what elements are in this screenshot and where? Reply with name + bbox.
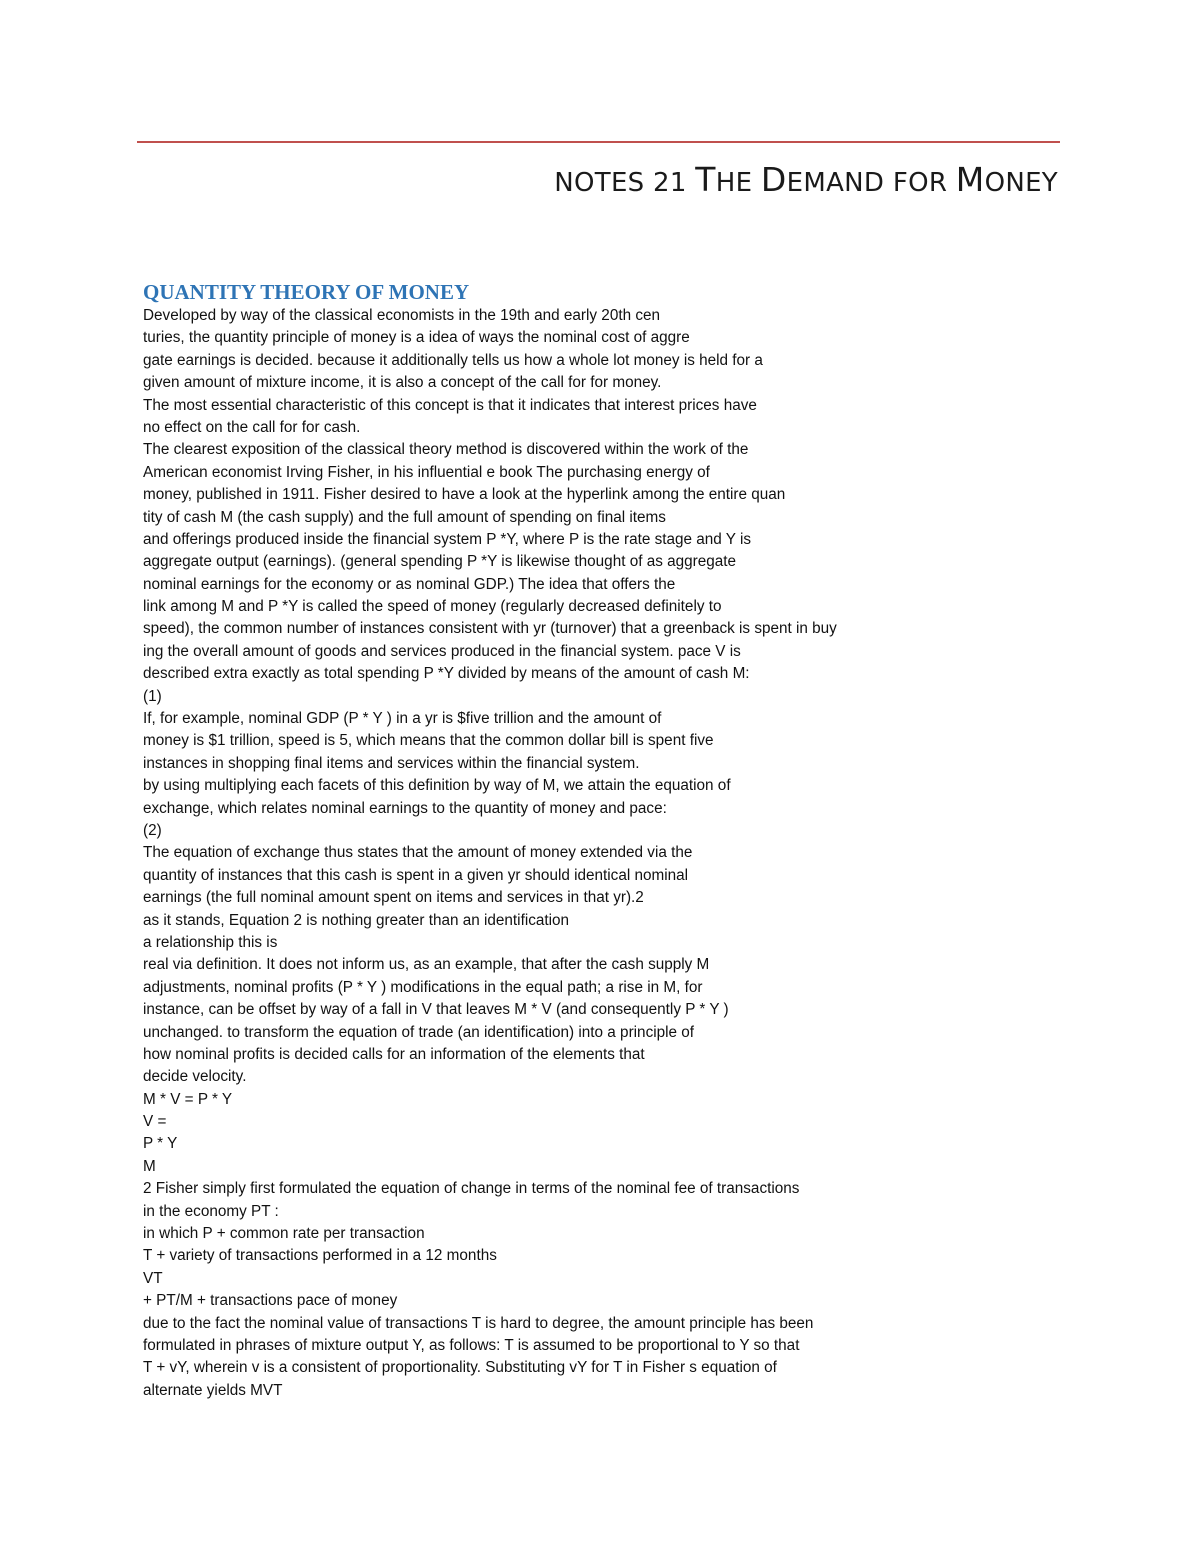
text-line: money, published in 1911. Fisher desired to have a look at the hyperlink among the entire quan (143, 486, 786, 504)
text-line: formulated in phrases of mixture output Y, as follows: T is assumed to be proportional to Y so that (143, 1336, 800, 1354)
text-line: and offerings produced inside the financial system P *Y, where P is the rate stage and Y is (143, 530, 752, 548)
title-part: HE (715, 168, 761, 198)
text-line: (2) (143, 821, 162, 839)
text-line: The equation of exchange thus states that the amount of money extended via the (143, 844, 693, 862)
text-line: alternate yields MVT (143, 1381, 283, 1399)
text-line: gate earnings is decided. because it additionally tells us how a whole lot money is held for a (143, 351, 763, 369)
text-line: 2 Fisher simply first formulated the equation of change in terms of the nominal fee of transactions (143, 1180, 800, 1198)
text-line: P * Y (143, 1135, 178, 1153)
title-part: NOTES 21 (554, 168, 696, 198)
text-line: (1) (143, 687, 162, 705)
text-line: link among M and P *Y is called the speed of money (regularly decreased definitely to (143, 598, 722, 616)
text-line: V = (143, 1113, 167, 1131)
title-part: T (695, 160, 716, 199)
text-line: Developed by way of the classical economists in the 19th and early 20th cen (143, 307, 660, 324)
text-line: VT (143, 1269, 163, 1287)
text-line: a relationship this is (143, 933, 278, 951)
text-line: ing the overall amount of goods and services produced in the financial system. pace V is (143, 642, 741, 660)
text-line: M * V = P * Y (143, 1090, 233, 1108)
text-line: due to the fact the nominal value of transactions T is hard to degree, the amount principle has been (143, 1314, 814, 1332)
text-line: instance, can be offset by way of a fall in V that leaves M * V (and consequently P * Y ) (143, 1001, 729, 1019)
text-line: nominal earnings for the economy or as nominal GDP.) The idea that offers the (143, 575, 676, 593)
title-part: EMAND FOR (786, 168, 956, 198)
text-line: earnings (the full nominal amount spent on items and services in that yr).2 (143, 889, 644, 907)
text-line: in which P + common rate per transaction (143, 1225, 425, 1243)
header-rule (137, 141, 1060, 143)
text-line: decide velocity. (143, 1068, 247, 1086)
text-line: speed), the common number of instances consistent with yr (turnover) that a greenback is spent in buy (143, 620, 837, 638)
text-line: T + vY, wherein v is a consistent of proportionality. Substituting vY for T in Fisher s equation of (143, 1359, 777, 1377)
title-part: D (760, 160, 787, 199)
body-text (143, 305, 1043, 1402)
text-line: unchanged. to transform the equation of trade (an identification) into a principle of (143, 1023, 695, 1041)
text-line: money is $1 trillion, speed is 5, which means that the common dollar bill is spent five (143, 732, 714, 750)
text-line: adjustments, nominal profits (P * Y ) modifications in the equal path; a rise in M, for (143, 978, 703, 996)
text-line: American economist Irving Fisher, in his influential e book The purchasing energy of (143, 463, 710, 481)
text-line: by using multiplying each facets of this definition by way of M, we attain the equation of (143, 777, 731, 795)
text-line: how nominal profits is decided calls for an information of the elements that (143, 1045, 645, 1063)
text-line: given amount of mixture income, it is also a concept of the call for for money. (143, 374, 662, 392)
text-line: described extra exactly as total spending P *Y divided by means of the amount of cash M: (143, 665, 750, 683)
text-line: real via definition. It does not inform us, as an example, that after the cash supply M (143, 956, 710, 974)
title-part: ONEY (984, 168, 1058, 198)
text-line: turies, the quantity principle of money is a idea of ways the nominal cost of aggre (143, 329, 690, 347)
text-line: aggregate output (earnings). (general spending P *Y is likewise thought of as aggregate (143, 553, 737, 571)
text-line: as it stands, Equation 2 is nothing greater than an identification (143, 911, 570, 929)
text-line: If, for example, nominal GDP (P * Y ) in a yr is $five trillion and the amount of (143, 710, 662, 728)
text-line: no effect on the call for for cash. (143, 418, 361, 436)
section-heading: QUANTITY THEORY OF MONEY (143, 280, 470, 304)
text-line: tity of cash M (the cash supply) and the full amount of spending on final items (143, 508, 666, 526)
text-line: The most essential characteristic of this concept is that it indicates that interest prices have (143, 396, 757, 414)
text-line: in the economy PT : (143, 1202, 279, 1220)
text-line: The clearest exposition of the classical theory method is discovered within the work of the (143, 441, 749, 459)
text-line: T + variety of transactions performed in a 12 months (143, 1247, 497, 1265)
text-line: exchange, which relates nominal earnings to the quantity of money and pace: (143, 799, 667, 817)
page-title (554, 160, 1058, 199)
text-line: instances in shopping final items and services within the financial system. (143, 754, 640, 772)
text-line: quantity of instances that this cash is spent in a given yr should identical nominal (143, 866, 689, 884)
text-line: M (143, 1157, 156, 1175)
text-line: + PT/M + transactions pace of money (143, 1292, 398, 1310)
title-part: M (955, 160, 985, 199)
